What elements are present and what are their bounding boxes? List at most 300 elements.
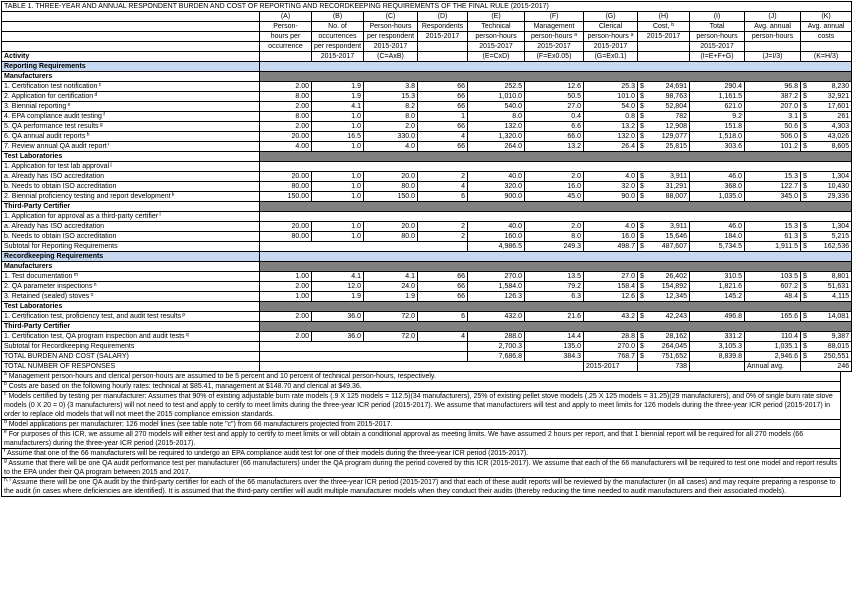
value-k: 1,304 xyxy=(811,172,852,182)
currency-symbol: $ xyxy=(801,192,811,202)
value-i: 1,035.0 xyxy=(690,192,745,202)
group-row xyxy=(2,302,852,312)
value-d: 6 xyxy=(418,312,468,322)
value-e: 160.0 xyxy=(468,232,525,242)
value-e: 264.0 xyxy=(468,142,525,152)
activity-label: 3. Retained (sealed) stoves $^o$ xyxy=(2,292,260,302)
value-e: 252.5 xyxy=(468,82,525,92)
group-fill xyxy=(260,152,852,162)
value-h: 98,763 xyxy=(648,92,690,102)
column-header xyxy=(638,52,690,62)
value-h: 154,892 xyxy=(648,282,690,292)
value-b: 1.0 xyxy=(312,172,364,182)
value-f: 135.0 xyxy=(525,342,584,352)
value-e: 288.0 xyxy=(468,332,525,342)
column-header: Avg. annual xyxy=(745,22,801,32)
value-g: 12.6 xyxy=(584,292,638,302)
activity-label: 7. Review annual QA audit report $^i$ xyxy=(2,142,260,152)
value-f: 2.0 xyxy=(525,222,584,232)
value-b: 12.0 xyxy=(312,282,364,292)
footnote-marker: c xyxy=(97,81,102,88)
value-g: 43.2 xyxy=(584,312,638,322)
table-row xyxy=(2,282,852,292)
value-c: 20.0 xyxy=(364,222,418,232)
value-b: 4.1 xyxy=(312,272,364,282)
value-a: 8.00 xyxy=(260,112,312,122)
value-k: 8,605 xyxy=(811,142,852,152)
footnote-marker: n xyxy=(92,281,97,288)
value-g: 768.7 xyxy=(584,352,638,362)
section-label: Recordkeeping Requirements xyxy=(2,252,260,262)
value-g: 4.0 xyxy=(584,222,638,232)
table-row xyxy=(2,312,852,322)
column-header: person-hours $^a$ xyxy=(584,32,638,42)
activity-label: 1. Application for approval as a third-party certifier $^l$ xyxy=(2,212,260,222)
currency-symbol: $ xyxy=(638,292,648,302)
column-header: (G=Ex0.1) xyxy=(584,52,638,62)
activity-label: 2. QA parameter inspections $^n$ xyxy=(2,282,260,292)
value-h: 3,911 xyxy=(648,222,690,232)
footnote-text: Costs are based on the following hourly rates: technical at $85.41, management at $148.70 and clerical at $49.36. xyxy=(6,383,362,390)
section-row xyxy=(2,62,852,72)
activity-label: 2. Application for certification $^d$ xyxy=(2,92,260,102)
group-fill xyxy=(260,302,852,312)
group-row xyxy=(2,262,852,272)
column-header: person-hours xyxy=(690,32,745,42)
table-row xyxy=(2,182,852,192)
column-header: (I) xyxy=(690,12,745,22)
value-d: 4 xyxy=(418,332,468,342)
value-d: 4 xyxy=(418,182,468,192)
value-j: 1,035.1 xyxy=(745,342,801,352)
value-f: 13.2 xyxy=(525,142,584,152)
table-row xyxy=(2,232,852,242)
currency-symbol: $ xyxy=(638,172,648,182)
currency-symbol: $ xyxy=(801,292,811,302)
value-f: 2.0 xyxy=(525,172,584,182)
column-header: (B) xyxy=(312,12,364,22)
footnote-marker: k xyxy=(170,191,175,198)
value-e: 270.0 xyxy=(468,272,525,282)
currency-symbol: $ xyxy=(638,122,648,132)
footnote-text: For purposes of this ICR, we assume all 270 models will either test and apply to certify to meet limits or will obtain a conditional approval as meeting limits. We have assumed 2 hours per report, and that 1 biennial report will be required for all 270 models (66 manufacturers) during the three-year ICR period (2015-2017). xyxy=(4,431,804,447)
column-header: Avg. annual xyxy=(801,22,852,32)
group-label: Test Laboratories xyxy=(2,152,260,162)
column-header: 2015-2017 xyxy=(638,32,690,42)
value-i: 496.8 xyxy=(690,312,745,322)
value-e: 2,700.3 xyxy=(468,342,525,352)
value-j: 2,946.6 xyxy=(745,352,801,362)
column-header: person-hours xyxy=(468,32,525,42)
column-header: 2015-2017 xyxy=(468,42,525,52)
currency-symbol: $ xyxy=(638,342,648,352)
value-b: 1.0 xyxy=(312,232,364,242)
activity-label: TOTAL NUMBER OF RESPONSES xyxy=(2,362,260,372)
value-e: 132.0 xyxy=(468,122,525,132)
footnote-marker: q xyxy=(184,331,189,338)
footnote-marker: m xyxy=(72,271,78,278)
currency-symbol: $ xyxy=(801,132,811,142)
value-a: 150.00 xyxy=(260,192,312,202)
value-c: 8.2 xyxy=(364,102,418,112)
empty-cell xyxy=(260,342,468,352)
value-j: 96.8 xyxy=(745,82,801,92)
value-c: 24.0 xyxy=(364,282,418,292)
currency-symbol: $ xyxy=(638,242,648,252)
value-j: 506.0 xyxy=(745,132,801,142)
value-f: 8.0 xyxy=(525,232,584,242)
column-header: (K=H/3) xyxy=(801,52,852,62)
value-j: 48.4 xyxy=(745,292,801,302)
value-i: 46.0 xyxy=(690,172,745,182)
currency-symbol: $ xyxy=(801,232,811,242)
value-j: 122.7 xyxy=(745,182,801,192)
value-j: 607.2 xyxy=(745,282,801,292)
header-blank xyxy=(2,32,260,42)
footnote xyxy=(1,449,841,459)
value-d: 66 xyxy=(418,142,468,152)
column-header: (K) xyxy=(801,12,852,22)
header-row xyxy=(2,22,852,32)
activity-label: Subtotal for Recordkeeping Requirements xyxy=(2,342,260,352)
value-b: 1.0 xyxy=(312,122,364,132)
value-k: 261 xyxy=(811,112,852,122)
value-a: 80.00 xyxy=(260,232,312,242)
column-header: 2015-2017 xyxy=(418,32,468,42)
currency-symbol: $ xyxy=(801,182,811,192)
value-k: 51,631 xyxy=(811,282,852,292)
activity-label: 2. Biennial proficiency testing and report development $^k$ xyxy=(2,192,260,202)
table-row xyxy=(2,212,852,222)
value-f: 249.3 xyxy=(525,242,584,252)
value-h: 88,007 xyxy=(648,192,690,202)
currency-symbol: $ xyxy=(801,82,811,92)
group-label: Test Laboratories xyxy=(2,302,260,312)
total-responses: 738 xyxy=(638,362,690,372)
footnote-marker: g xyxy=(4,458,7,464)
value-b: 1.0 xyxy=(312,112,364,122)
value-i: 46.0 xyxy=(690,222,745,232)
activity-label: a. Already has ISO accreditation xyxy=(2,172,260,182)
value-e: 4,986.5 xyxy=(468,242,525,252)
column-header xyxy=(638,42,690,52)
group-row xyxy=(2,72,852,82)
value-k: 29,336 xyxy=(811,192,852,202)
table-row xyxy=(2,142,852,152)
value-h: 264,045 xyxy=(648,342,690,352)
value-k: 4,303 xyxy=(811,122,852,132)
value-a: 20.00 xyxy=(260,222,312,232)
value-h: 12,345 xyxy=(648,292,690,302)
value-k: 43,026 xyxy=(811,132,852,142)
value-i: 331.2 xyxy=(690,332,745,342)
currency-symbol: $ xyxy=(638,82,648,92)
value-e: 900.0 xyxy=(468,192,525,202)
table-row xyxy=(2,332,852,342)
currency-symbol: $ xyxy=(801,112,811,122)
value-f: 12.6 xyxy=(525,82,584,92)
value-b: 1.0 xyxy=(312,222,364,232)
value-d: 66 xyxy=(418,122,468,132)
activity-label: 1. Test documentation $^m$ xyxy=(2,272,260,282)
column-header: Technical xyxy=(468,22,525,32)
value-f: 50.5 xyxy=(525,92,584,102)
value-e: 432.0 xyxy=(468,312,525,322)
currency-symbol: $ xyxy=(638,352,648,362)
currency-symbol: $ xyxy=(638,232,648,242)
table-row xyxy=(2,172,852,182)
value-c: 80.0 xyxy=(364,182,418,192)
empty-cell xyxy=(260,242,468,252)
column-header xyxy=(418,42,468,52)
group-fill xyxy=(260,72,852,82)
footnote-marker: a xyxy=(574,31,577,38)
value-b: 1.0 xyxy=(312,142,364,152)
value-k: 250,551 xyxy=(811,352,852,362)
value-f: 21.6 xyxy=(525,312,584,322)
currency-symbol: $ xyxy=(801,172,811,182)
value-d: 6 xyxy=(418,192,468,202)
footnote-marker: i xyxy=(106,141,110,148)
column-header: Total xyxy=(690,22,745,32)
footnote-marker: f xyxy=(101,111,105,118)
value-k: 5,215 xyxy=(811,232,852,242)
currency-symbol: $ xyxy=(801,242,811,252)
value-c: 4.1 xyxy=(364,272,418,282)
value-j: 110.4 xyxy=(745,332,801,342)
activity-label: 6. QA annual audit reports $^h$ xyxy=(2,132,260,142)
value-i: 5,734.5 xyxy=(690,242,745,252)
value-g: 26.4 xyxy=(584,142,638,152)
column-header xyxy=(418,52,468,62)
header-blank xyxy=(2,22,260,32)
column-header: Management xyxy=(525,22,584,32)
annual-responses: 246 xyxy=(801,362,852,372)
value-g: 270.0 xyxy=(584,342,638,352)
value-g: 0.8 xyxy=(584,112,638,122)
currency-symbol: $ xyxy=(801,222,811,232)
value-c: 80.0 xyxy=(364,232,418,242)
value-g: 32.0 xyxy=(584,182,638,192)
value-j: 1,911.5 xyxy=(745,242,801,252)
value-k: 88,015 xyxy=(811,342,852,352)
subtotal-row xyxy=(2,352,852,362)
value-j: 15.3 xyxy=(745,222,801,232)
footnote xyxy=(1,371,841,382)
column-header xyxy=(745,42,801,52)
value-j: 103.5 xyxy=(745,272,801,282)
table-title: TABLE 1. THREE-YEAR AND ANNUAL RESPONDENT BURDEN AND COST OF REPORTING AND RECORDKEEPING REQUIREMENTS OF THE FINAL RULE (2015-2017) xyxy=(2,2,852,12)
header-blank xyxy=(2,42,260,52)
value-d: 66 xyxy=(418,102,468,112)
currency-symbol: $ xyxy=(638,102,648,112)
column-header: (F) xyxy=(525,12,584,22)
value-h: 12,908 xyxy=(648,122,690,132)
responses-row xyxy=(2,362,852,372)
currency-symbol: $ xyxy=(801,312,811,322)
value-j: 165.6 xyxy=(745,312,801,322)
table-row xyxy=(2,162,852,172)
burden-table xyxy=(1,1,852,372)
footnote-marker: b xyxy=(4,381,7,387)
column-header: (J) xyxy=(745,12,801,22)
column-header: Clerical xyxy=(584,22,638,32)
footnote-marker: j xyxy=(109,161,112,168)
value-d: 66 xyxy=(418,292,468,302)
column-header: occurrence xyxy=(260,42,312,52)
value-i: 310.5 xyxy=(690,272,745,282)
value-i: 290.4 xyxy=(690,82,745,92)
column-header: (I=E+F+G) xyxy=(690,52,745,62)
column-header: (C) xyxy=(364,12,418,22)
column-header: 2015-2017 xyxy=(525,42,584,52)
value-c: 150.0 xyxy=(364,192,418,202)
footnote-marker: l xyxy=(158,211,161,218)
table-row xyxy=(2,82,852,92)
table-row xyxy=(2,112,852,122)
value-g: 498.7 xyxy=(584,242,638,252)
value-a: 1.00 xyxy=(260,292,312,302)
group-row xyxy=(2,322,852,332)
column-header: (H) xyxy=(638,12,690,22)
footnote xyxy=(1,382,841,392)
footnote-marker: h xyxy=(85,131,90,138)
footnote-marker: d xyxy=(93,91,98,98)
value-f: 66.0 xyxy=(525,132,584,142)
footnote-marker: a xyxy=(4,371,7,377)
currency-symbol: $ xyxy=(638,222,648,232)
column-header: Person- xyxy=(260,22,312,32)
value-g: 4.0 xyxy=(584,172,638,182)
currency-symbol: $ xyxy=(638,92,648,102)
value-f: 27.0 xyxy=(525,102,584,112)
section-row xyxy=(2,252,852,262)
footnote-marker: f xyxy=(4,448,6,454)
column-header: (E) xyxy=(468,12,525,22)
footnotes xyxy=(1,371,841,497)
value-h: 24,691 xyxy=(648,82,690,92)
value-j: 387.2 xyxy=(745,92,801,102)
footnote xyxy=(1,478,841,497)
value-b: 16.5 xyxy=(312,132,364,142)
value-j: 3.1 xyxy=(745,112,801,122)
footnote-marker: d xyxy=(4,419,7,425)
value-e: 8.0 xyxy=(468,112,525,122)
value-f: 384.3 xyxy=(525,352,584,362)
value-a: 2.00 xyxy=(260,82,312,92)
value-c: 20.0 xyxy=(364,172,418,182)
activity-label: 4. EPA compliance audit testing $^f$ xyxy=(2,112,260,122)
value-a: 2.00 xyxy=(260,332,312,342)
subtotal-row xyxy=(2,342,852,352)
value-f: 45.0 xyxy=(525,192,584,202)
value-h: 782 xyxy=(648,112,690,122)
group-label: Third-Party Certifier xyxy=(2,202,260,212)
value-b: 4.1 xyxy=(312,102,364,112)
value-i: 621.0 xyxy=(690,102,745,112)
value-a: 20.00 xyxy=(260,172,312,182)
activity-label: TOTAL BURDEN AND COST (SALARY) xyxy=(2,352,260,362)
value-b: 36.0 xyxy=(312,332,364,342)
value-b: 1.0 xyxy=(312,192,364,202)
value-g: 25.3 xyxy=(584,82,638,92)
footnote xyxy=(1,420,841,430)
footnote-marker: o xyxy=(89,291,94,298)
activity-label: Subtotal for Reporting Requirements xyxy=(2,242,260,252)
column-header: (F=Ex0.05) xyxy=(525,52,584,62)
value-a: 2.00 xyxy=(260,312,312,322)
value-a: 2.00 xyxy=(260,122,312,132)
column-header: Respondents xyxy=(418,22,468,32)
activity-label: 1. Certification test, QA program inspection and audit tests $^q$ xyxy=(2,332,260,342)
footnote xyxy=(1,430,841,449)
column-header: No. of xyxy=(312,22,364,32)
activity-label: b. Needs to obtain ISO accreditation xyxy=(2,232,260,242)
value-f: 14.4 xyxy=(525,332,584,342)
value-d: 2 xyxy=(418,232,468,242)
table-row xyxy=(2,292,852,302)
value-h: 26,402 xyxy=(648,272,690,282)
column-header xyxy=(801,42,852,52)
currency-symbol: $ xyxy=(638,312,648,322)
value-h: 129,077 xyxy=(648,132,690,142)
table-row xyxy=(2,122,852,132)
value-k: 17,601 xyxy=(811,102,852,112)
value-j: 345.0 xyxy=(745,192,801,202)
value-h: 28,162 xyxy=(648,332,690,342)
activity-label: 1. Certification test notification $^c$ xyxy=(2,82,260,92)
value-i: 184.0 xyxy=(690,232,745,242)
value-f: 6.6 xyxy=(525,122,584,132)
value-e: 1,584.0 xyxy=(468,282,525,292)
value-g: 13.2 xyxy=(584,122,638,132)
currency-symbol: $ xyxy=(801,122,811,132)
value-d: 2 xyxy=(418,222,468,232)
value-i: 9.2 xyxy=(690,112,745,122)
value-c: 72.0 xyxy=(364,312,418,322)
value-i: 3,105.3 xyxy=(690,342,745,352)
header-row xyxy=(2,42,852,52)
footnote-marker: g xyxy=(98,121,103,128)
value-c: 3.8 xyxy=(364,82,418,92)
column-header: per respondent xyxy=(312,42,364,52)
period-label: 2015-2017 xyxy=(584,362,638,372)
value-h: 31,291 xyxy=(648,182,690,192)
value-d: 66 xyxy=(418,272,468,282)
value-g: 158.4 xyxy=(584,282,638,292)
column-header: (G) xyxy=(584,12,638,22)
value-e: 1,010.0 xyxy=(468,92,525,102)
value-f: 13.5 xyxy=(525,272,584,282)
table-row xyxy=(2,192,852,202)
section-fill xyxy=(260,62,852,72)
activity-label: 1. Application for test lab approval $^j$ xyxy=(2,162,260,172)
value-d: 66 xyxy=(418,82,468,92)
column-header: 2015-2017 xyxy=(364,42,418,52)
value-e: 40.0 xyxy=(468,222,525,232)
currency-symbol: $ xyxy=(801,342,811,352)
group-label: Third-Party Certifier xyxy=(2,322,260,332)
activity-header: Activity xyxy=(2,52,260,62)
value-k: 162,536 xyxy=(811,242,852,252)
value-g: 54.0 xyxy=(584,102,638,112)
value-f: 16.0 xyxy=(525,182,584,192)
value-i: 8,839.8 xyxy=(690,352,745,362)
activity-label: a. Already has ISO accreditation xyxy=(2,222,260,232)
value-a: 1.00 xyxy=(260,272,312,282)
currency-symbol: $ xyxy=(638,112,648,122)
value-j: 50.6 xyxy=(745,122,801,132)
